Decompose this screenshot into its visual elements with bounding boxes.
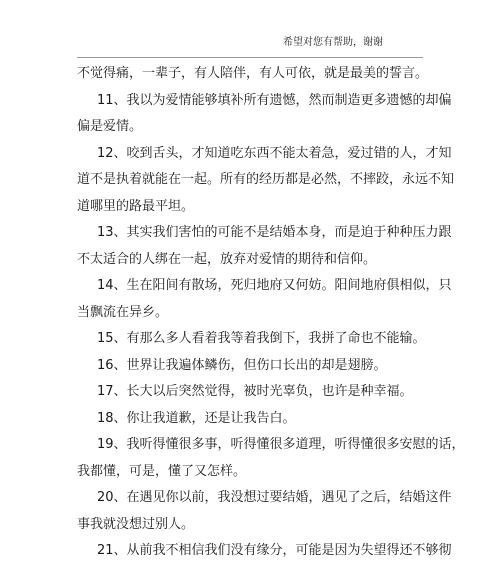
paragraph-14 <box>77 273 452 326</box>
paragraph-16 <box>77 353 423 380</box>
text-line: 19、我听得懂很多事，听得懂很多道理，听得懂很多安慰的话， <box>97 437 465 452</box>
text-line: 13、其实我们害怕的可能不是结婚本身，而是迫于种种压力跟 <box>97 225 452 240</box>
text-line: 偏是爱情。 <box>77 119 143 134</box>
paragraph-11 <box>77 88 452 141</box>
text-line: 11、我以为爱情能够填补所有遗憾，然而制造更多遗憾的却偏 <box>97 92 452 108</box>
text-line: 16、世界让我遍体鳞伤，但伤口长出的却是翅膀。 <box>97 357 387 373</box>
paragraph-13 <box>77 220 452 273</box>
header-note: 希望对您有帮助，谢谢 <box>283 37 383 48</box>
text-line: 20、在遇见你以前，我没想过要结婚，遇见了之后，结婚这件 <box>97 490 452 505</box>
paragraph-18 <box>77 406 423 433</box>
text-line: 不太适合的人绑在一起，放弃对爱情的期待和信仰。 <box>77 251 377 267</box>
text-line: 17、长大以后突然觉得，被时光辜负，也许是种幸福。 <box>97 384 413 399</box>
text-line: 当飘流在异乡。 <box>77 304 169 320</box>
text-line: 道哪里的路最平坦。 <box>77 198 195 214</box>
header-divider <box>77 57 423 58</box>
text-line: 道不是执着就能在一起。所有的经历都是必然，不摔跤，永远不知 <box>77 172 455 187</box>
text-line: 事我就没想过别人。 <box>77 516 195 532</box>
text-line: 不觉得痛，一辈子，有人陪伴，有人可依，就是最美的誓言。 <box>77 66 429 81</box>
paragraph-17 <box>77 379 423 406</box>
paragraph-19 <box>77 432 465 485</box>
paragraph-20 <box>77 485 452 538</box>
text-line: 15、有那么多人看着我等着我倒下，我拼了命也不能输。 <box>97 331 426 346</box>
paragraph-15 <box>77 326 426 353</box>
document-body <box>77 61 465 565</box>
text-line: 14、生在阳间有散场，死归地府又何妨。阳间地府俱相似，只 <box>97 278 452 293</box>
text-line: 我都懂，可是，懂了又怎样。 <box>77 463 247 479</box>
text-line: 18、你让我道歉，还是让我告白。 <box>97 410 296 426</box>
text-line: 12、咬到舌头，才知道吃东西不能太着急，爱过错的人，才知 <box>97 145 452 161</box>
paragraph-12 <box>77 141 455 221</box>
text-line: 21、从前我不相信我们没有缘分，可能是因为失望得还不够彻 <box>97 543 452 558</box>
paragraph-21 <box>77 538 452 565</box>
paragraph-continuation <box>77 61 429 88</box>
